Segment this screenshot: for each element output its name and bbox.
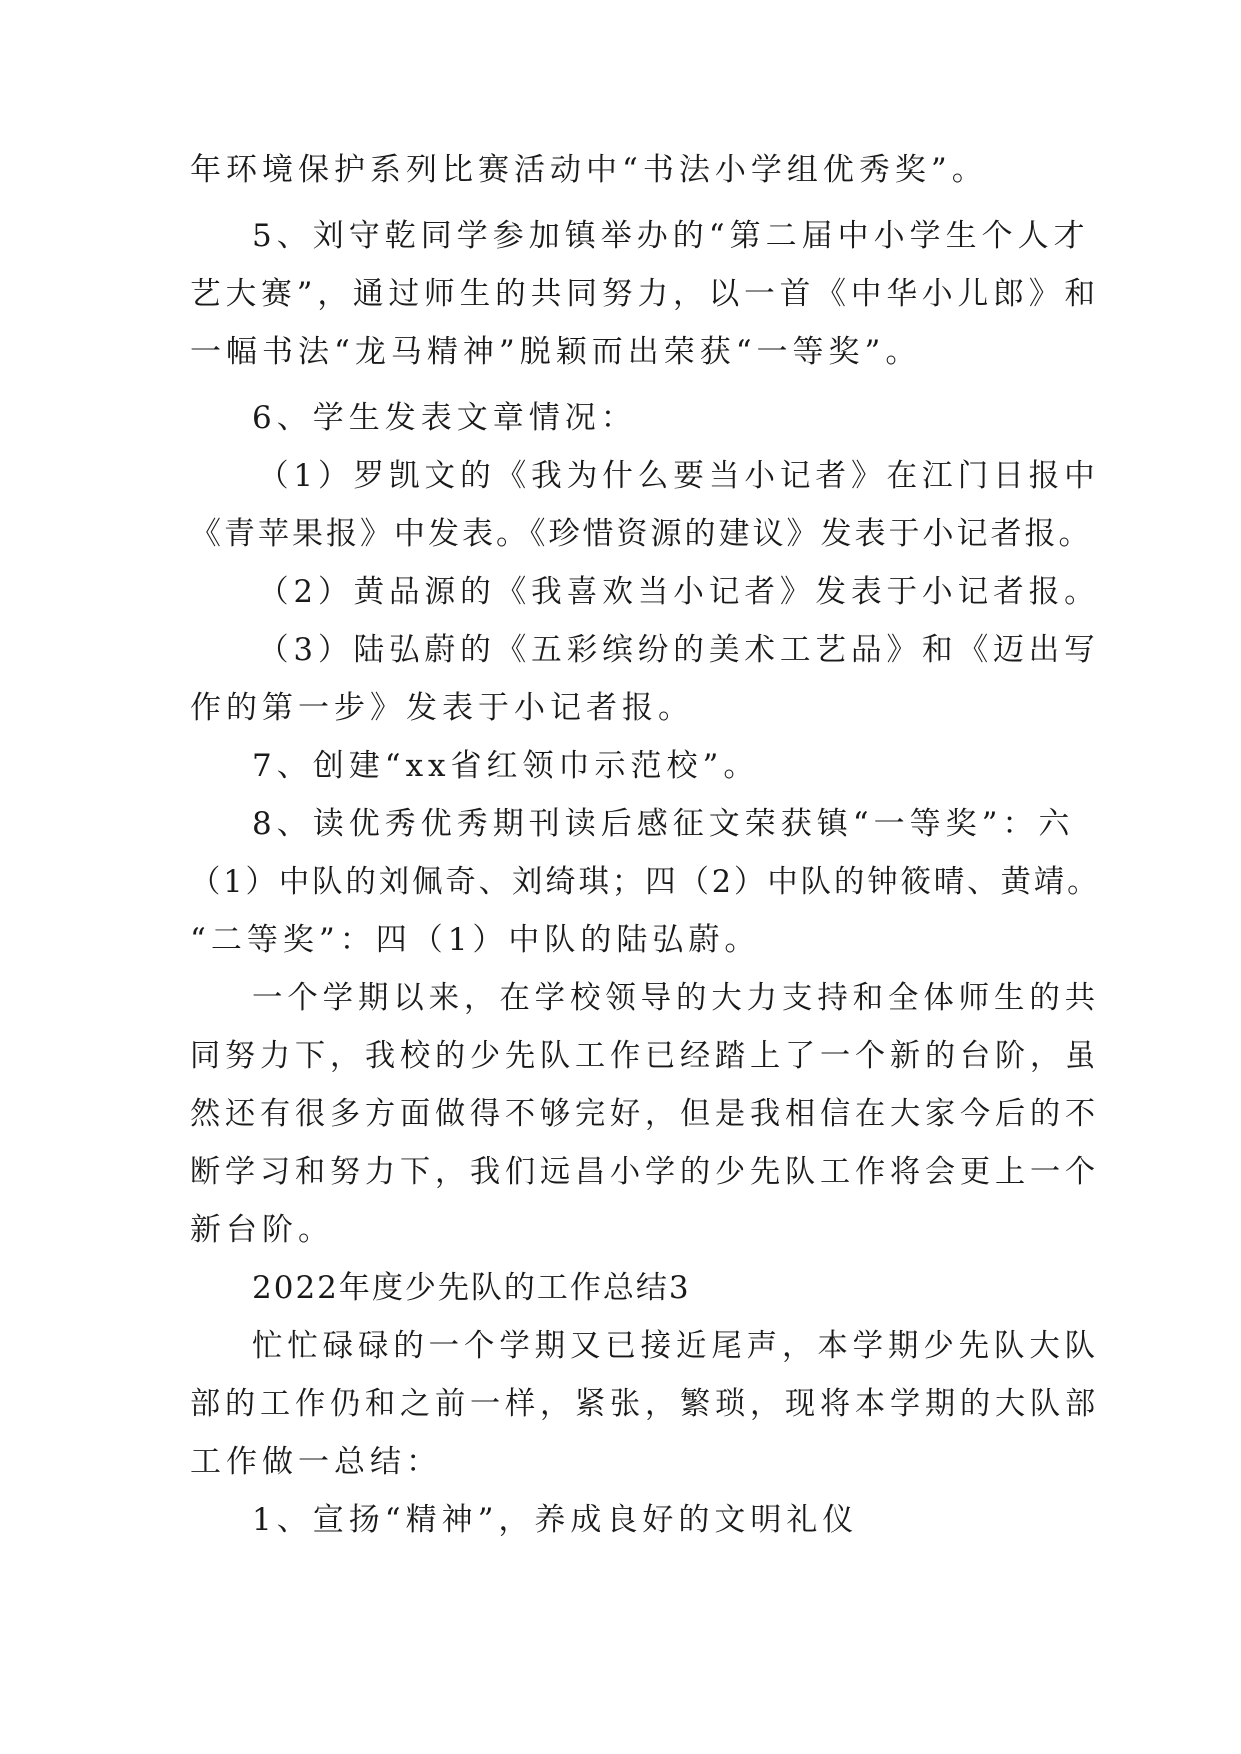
text-line: 部的工作仍和之前一样，紧张，繁琐，现将本学期的大队部 [190,1386,1100,1422]
text-line: 1、宣扬“精神”，养成良好的文明礼仪 [252,1502,859,1538]
text-line: 然还有很多方面做得不够完好，但是我相信在大家今后的不 [190,1096,1100,1132]
text-line: 一个学期以来，在学校领导的大力支持和全体师生的共 [252,980,1101,1016]
text-line: 年环境保护系列比赛活动中“书法小学组优秀奖”。 [190,152,988,188]
text-line: 《青苹果报》中发表。《珍惜资源的建议》发表于小记者报。 [190,516,1093,552]
section-heading: 2022年度少先队的工作总结3 [252,1270,691,1306]
text-line: 6、学生发表文章情况： [252,400,637,436]
text-line: 5、刘守乾同学参加镇举办的“第二届中小学生个人才 [252,218,1090,254]
text-line: （1）中队的刘佩奇、刘绮琪；四（2）中队的钟筱晴、黄靖。 [190,864,1101,900]
text-line: 断学习和努力下，我们远昌小学的少先队工作将会更上一个 [190,1154,1100,1190]
text-line: 忙忙碌碌的一个学期又已接近尾声，本学期少先队大队 [252,1328,1101,1364]
text-line: 工作做一总结： [190,1444,442,1480]
text-line: （2）黄品源的《我喜欢当小记者》发表于小记者报。 [258,574,1100,610]
text-line: 作的第一步》发表于小记者报。 [190,690,694,726]
text-line: 艺大赛”，通过师生的共同努力，以一首《中华小儿郎》和 [190,276,1100,312]
text-line: “二等奖”：四（1）中队的陆弘蔚。 [190,922,761,958]
text-line: 一幅书法“龙马精神”脱颖而出荣获“一等奖”。 [190,334,922,370]
text-line: 7、创建“xx省红领巾示范校”。 [252,748,760,784]
text-line: 同努力下，我校的少先队工作已经踏上了一个新的台阶，虽 [190,1038,1100,1074]
text-line: （3）陆弘蔚的《五彩缤纷的美术工艺品》和《迈出写 [258,632,1100,668]
text-line: （1）罗凯文的《我为什么要当小记者》在江门日报中 [258,458,1100,494]
text-line: 8、读优秀优秀期刊读后感征文荣获镇“一等奖”：六 [252,806,1075,842]
text-line: 新台阶。 [190,1212,334,1248]
